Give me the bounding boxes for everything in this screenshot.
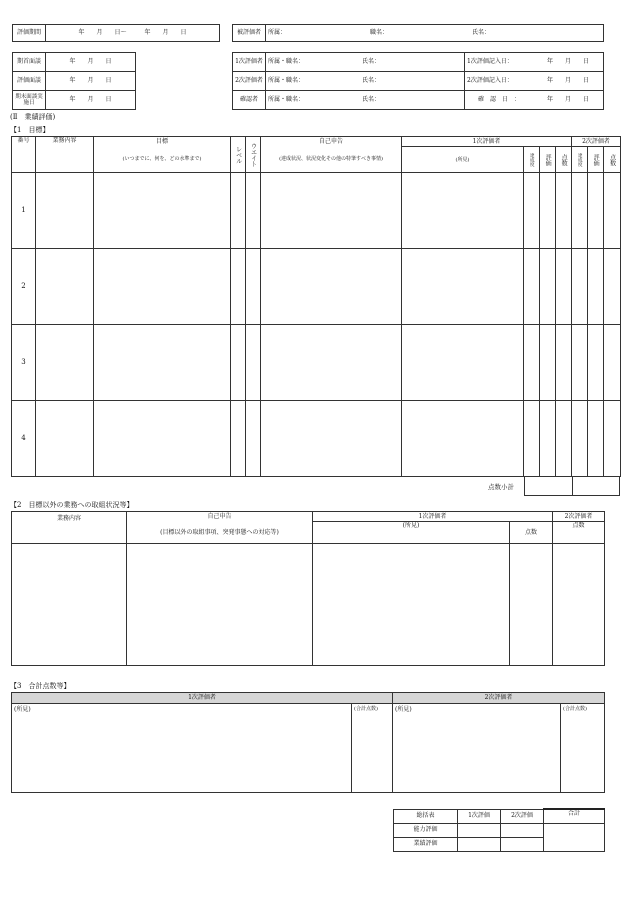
opinion-cell[interactable] xyxy=(402,325,524,401)
col-header-second: 2次評価者 xyxy=(572,137,621,147)
s3-first-header: 1次評価者 xyxy=(12,693,393,704)
s-rating-cell[interactable] xyxy=(588,173,604,249)
evaluator-role: 1次評価者 xyxy=(233,53,266,72)
goal-cell[interactable] xyxy=(94,173,231,249)
self-cell[interactable] xyxy=(261,249,402,325)
col-header-s-rating: 評価 xyxy=(588,147,604,173)
points-cell[interactable] xyxy=(556,401,572,477)
achievement-cell[interactable] xyxy=(524,249,540,325)
self-cell[interactable] xyxy=(261,173,402,249)
evaluator-date-label: 確 認 日 ： xyxy=(465,91,534,110)
weight-cell[interactable] xyxy=(246,249,261,325)
row-number: 4 xyxy=(12,401,36,477)
row-number: 1 xyxy=(12,173,36,249)
goals-table xyxy=(11,136,621,477)
s-achievement-cell[interactable] xyxy=(572,401,588,477)
row-number: 3 xyxy=(12,325,36,401)
opinion-cell[interactable] xyxy=(402,401,524,477)
s2-opinion-cell[interactable] xyxy=(313,544,510,666)
weight-cell[interactable] xyxy=(246,401,261,477)
s2-col-header-opinion: (所見) xyxy=(313,522,510,544)
evaluators-table xyxy=(232,52,604,110)
s2-col-header-s-points: 点数 xyxy=(553,522,605,544)
table-row xyxy=(12,544,605,666)
total-table xyxy=(11,692,605,793)
summary-cell[interactable] xyxy=(458,837,501,851)
level-cell[interactable] xyxy=(231,173,246,249)
col-header-s-points: 点数 xyxy=(604,147,621,173)
interview-label: 期末面談実施日 xyxy=(13,91,46,110)
summary-total-header: 合計 xyxy=(544,809,605,823)
s2-col-header-self: 自己申告 xyxy=(127,512,313,522)
s3-second-opinion[interactable]: (所見) xyxy=(393,704,561,793)
summary-total-cell[interactable] xyxy=(544,823,605,851)
col-header-opinion: (所見) xyxy=(402,147,524,173)
achievement-cell[interactable] xyxy=(524,325,540,401)
s-points-cell[interactable] xyxy=(604,325,621,401)
work-cell[interactable] xyxy=(36,249,94,325)
evaluator-name[interactable]: 氏名： xyxy=(360,72,465,91)
section-main-title: (Ⅱ 業績評価) xyxy=(10,113,56,121)
s2-s-points-cell[interactable] xyxy=(553,544,605,666)
s2-work-cell[interactable] xyxy=(12,544,127,666)
interview-label: 期首面談 xyxy=(13,53,46,72)
s2-points-cell[interactable] xyxy=(510,544,553,666)
s-rating-cell[interactable] xyxy=(588,249,604,325)
summary-row-label: 業績評価 xyxy=(394,837,458,851)
interview-date[interactable]: 年 月 日 xyxy=(46,72,136,91)
evaluator-date-label: 2次評価記入日： xyxy=(465,72,534,91)
interview-label: 評価面談 xyxy=(13,72,46,91)
weight-cell[interactable] xyxy=(246,173,261,249)
goal-cell[interactable] xyxy=(94,249,231,325)
achievement-cell[interactable] xyxy=(524,173,540,249)
level-cell[interactable] xyxy=(231,325,246,401)
col-header-goal-sub: (いつまでに、何を、どの水準まで) xyxy=(94,147,231,173)
interview-date[interactable]: 年 月 日 xyxy=(46,53,136,72)
summary-second-header: 2次評価 xyxy=(501,809,544,823)
s-achievement-cell[interactable] xyxy=(572,249,588,325)
opinion-cell[interactable] xyxy=(402,249,524,325)
summary-row-label: 能力評価 xyxy=(394,823,458,837)
evaluator-date[interactable]: 年 月 日 xyxy=(533,53,604,72)
summary-header: 総括表 xyxy=(394,809,458,823)
col-header-s-achievement: 達成度 xyxy=(572,147,588,173)
s2-col-header-work: 業務内容 xyxy=(12,512,127,544)
points-cell[interactable] xyxy=(556,325,572,401)
evaluator-date[interactable]: 年 月 日 xyxy=(533,72,604,91)
col-header-first: 1次評価者 xyxy=(402,137,572,147)
level-cell[interactable] xyxy=(231,249,246,325)
s-achievement-cell[interactable] xyxy=(572,325,588,401)
eval-period-value[interactable]: 年 月 日～ 年 月 日 xyxy=(46,25,220,42)
s2-col-header-first: 1次評価者 xyxy=(313,512,553,522)
evaluator-dept[interactable]: 所属・職名： xyxy=(266,72,361,91)
col-header-no: 番号 xyxy=(12,137,36,173)
subtotal-table xyxy=(524,476,620,496)
rating-cell[interactable] xyxy=(540,173,556,249)
col-header-achievement: 達成度 xyxy=(524,147,540,173)
table-row xyxy=(12,249,621,325)
weight-cell[interactable] xyxy=(246,325,261,401)
col-header-rating: 評価 xyxy=(540,147,556,173)
col-header-goal: 目標 xyxy=(94,137,231,147)
evaluator-name[interactable]: 氏名： xyxy=(360,91,465,110)
table-row xyxy=(12,401,621,477)
eval-period-label: 評価期間 xyxy=(13,25,46,42)
s-rating-cell[interactable] xyxy=(588,325,604,401)
s3-second-total[interactable]: (合計点数) xyxy=(561,704,605,793)
s-rating-cell[interactable] xyxy=(588,401,604,477)
col-header-level: レベル xyxy=(231,137,246,173)
s2-col-header-second: 2次評価者 xyxy=(553,512,605,522)
s2-col-header-points: 点数 xyxy=(510,522,553,544)
col-header-self: 自己申告 xyxy=(261,137,402,147)
subtotal-second-cell[interactable] xyxy=(573,477,620,496)
section3-title: 【3 合計点数等】 xyxy=(10,682,71,690)
s3-first-opinion[interactable]: (所見) xyxy=(12,704,352,793)
rating-cell[interactable] xyxy=(540,325,556,401)
s-points-cell[interactable] xyxy=(604,401,621,477)
work-cell[interactable] xyxy=(36,325,94,401)
evaluator-dept[interactable]: 所属・職名： xyxy=(266,91,361,110)
summary-cell[interactable] xyxy=(458,823,501,837)
s3-second-header: 2次評価者 xyxy=(393,693,605,704)
other-work-table xyxy=(11,511,605,666)
col-header-work: 業務内容 xyxy=(36,137,94,173)
row-number: 2 xyxy=(12,249,36,325)
subtotal-first-cell[interactable] xyxy=(525,477,573,496)
summary-first-header: 1次評価 xyxy=(458,809,501,823)
evaluatee-title[interactable]: 職名： xyxy=(368,25,470,42)
evaluatee-table xyxy=(232,24,604,42)
goal-cell[interactable] xyxy=(94,325,231,401)
self-cell[interactable] xyxy=(261,325,402,401)
points-cell[interactable] xyxy=(556,173,572,249)
summary-table xyxy=(393,808,605,852)
s2-self-cell[interactable] xyxy=(127,544,313,666)
section1-title: 【1 目標】 xyxy=(10,126,50,134)
evaluator-date-label: 1次評価記入日： xyxy=(465,53,534,72)
s2-col-header-self-sub: (目標以外の取組事項、突発事態への対応等) xyxy=(127,522,313,544)
work-cell[interactable] xyxy=(36,401,94,477)
evaluatee-name[interactable]: 氏名： xyxy=(470,25,604,42)
col-header-weight: ウエイト xyxy=(246,137,261,173)
table-row xyxy=(12,325,621,401)
interviews-table xyxy=(12,52,136,110)
achievement-cell[interactable] xyxy=(524,401,540,477)
opinion-cell[interactable] xyxy=(402,173,524,249)
rating-cell[interactable] xyxy=(540,249,556,325)
evaluator-role: 確認者 xyxy=(233,91,266,110)
s-points-cell[interactable] xyxy=(604,173,621,249)
evaluator-name[interactable]: 氏名： xyxy=(360,53,465,72)
level-cell[interactable] xyxy=(231,401,246,477)
rating-cell[interactable] xyxy=(540,401,556,477)
summary-cell[interactable] xyxy=(501,823,544,837)
table-row xyxy=(12,173,621,249)
evaluatee-label: 被評価者 xyxy=(233,25,266,42)
s3-first-total[interactable]: (合計点数) xyxy=(352,704,393,793)
interview-date[interactable]: 年 月 日 xyxy=(46,91,136,110)
self-cell[interactable] xyxy=(261,401,402,477)
evaluatee-dept[interactable]: 所属： xyxy=(266,25,369,42)
points-cell[interactable] xyxy=(556,249,572,325)
summary-cell[interactable] xyxy=(501,837,544,851)
s-achievement-cell[interactable] xyxy=(572,173,588,249)
col-header-self-sub: (達成状況、状況変化その他の特筆すべき事情) xyxy=(261,147,402,173)
eval-period-table xyxy=(12,24,220,42)
evaluator-role: 2次評価者 xyxy=(233,72,266,91)
subtotal-label: 点数小計 xyxy=(488,483,514,491)
evaluator-dept[interactable]: 所属・職名： xyxy=(266,53,361,72)
section2-title: 【2 目標以外の業務への取組状況等】 xyxy=(10,501,134,509)
s-points-cell[interactable] xyxy=(604,249,621,325)
goal-cell[interactable] xyxy=(94,401,231,477)
col-header-points: 点数 xyxy=(556,147,572,173)
work-cell[interactable] xyxy=(36,173,94,249)
evaluator-date[interactable]: 年 月 日 xyxy=(533,91,604,110)
